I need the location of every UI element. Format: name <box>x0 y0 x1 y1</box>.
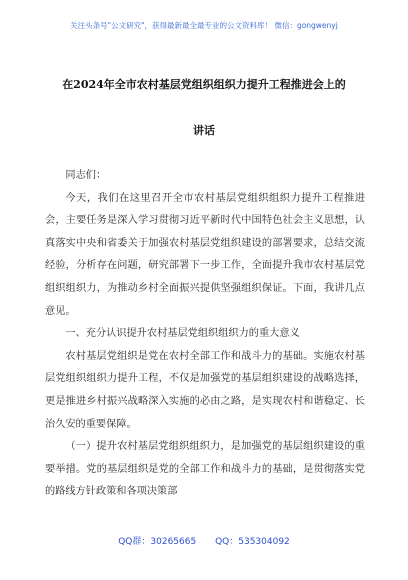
greeting: 同志们： <box>65 170 107 181</box>
paragraph: 农村基层党组织是党在农村全部工作和战斗力的基础。实施农村基层党组织组织力提升工程，不仅是加强党的基层组织建设的战略选择，更是推进乡村振兴战略深入实施的必由之路，是实现农村和谐稳定、长治久安的重要保障。 <box>45 350 365 430</box>
document-title-line2: 讲话 <box>193 124 215 137</box>
section-heading: 一、充分认识提升农村基层党组织组织力的重大意义 <box>65 328 300 340</box>
paragraph: （一）提升农村基层党组织组织力，是加强党的基层组织建设的重要举措。党的基层组织是党的全部工作和战斗力的基础，是贯彻落实党的路线方针政策和各项决策部 <box>45 441 365 498</box>
footer-qq-group: QQ群：30265665 <box>118 537 197 547</box>
document-title-line1: 在2024年全市农村基层党组织组织力提升工程推进会上的 <box>62 78 346 91</box>
paragraph: 今天，我们在这里召开全市农村基层党组织组织力提升工程推进会，主要任务是深入学习贯彻习近平新时代中国特色社会主义思想，认真落实中央和省委关于加强农村基层党组织建设的部署要求，总结交流经验，分析存在问题，研究部署下一步工作，全面提升我市农村基层党组织组织力，为推动乡村全面振兴提供坚强组织保证。下面，我讲几点意见。 <box>45 192 365 317</box>
promo-header: 关注头条号"公文研究"，获得最新最全最专业的公文资料库！ 微信：gongwenyj <box>70 21 338 30</box>
footer-qq: QQ：535304092 <box>215 537 290 547</box>
footer-contact <box>0 534 408 547</box>
document-body <box>45 165 365 504</box>
